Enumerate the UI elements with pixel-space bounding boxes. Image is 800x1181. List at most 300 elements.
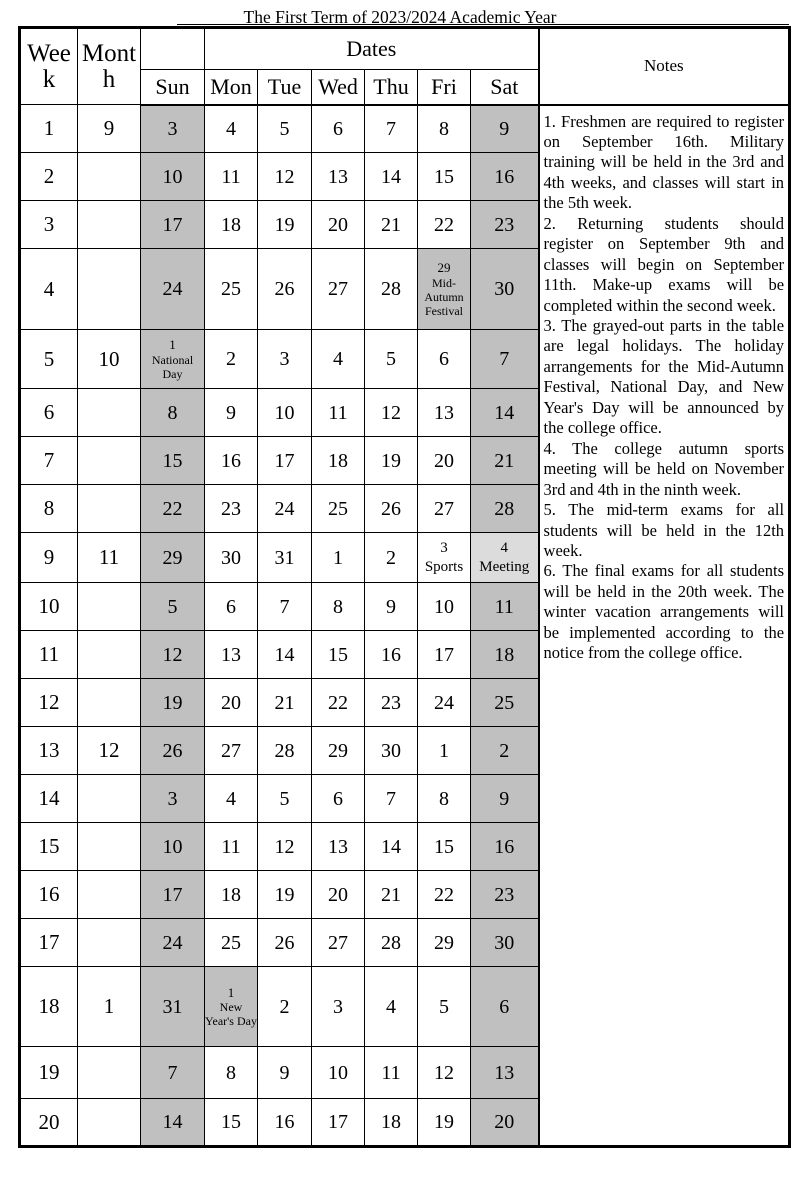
date-number: 29	[437, 259, 451, 275]
date-cell	[365, 485, 418, 533]
date-cell	[471, 823, 539, 871]
date-cell	[418, 533, 471, 583]
day-header-sat: Sat	[471, 70, 539, 105]
week-number-cell: 6	[20, 389, 78, 437]
month-number-cell: 10	[78, 330, 141, 389]
date-number: 16	[274, 1111, 295, 1133]
month-number-cell	[78, 153, 141, 201]
month-number-cell	[78, 437, 141, 485]
date-cell	[365, 249, 418, 330]
week-number-cell: 17	[20, 919, 78, 967]
date-number: 10	[274, 401, 295, 424]
date-number: 12	[381, 401, 401, 424]
date-number: 10	[434, 595, 454, 618]
date-number: 23	[494, 213, 515, 236]
date-cell	[258, 153, 312, 201]
date-number: 18	[381, 1111, 401, 1133]
date-number: 4	[333, 348, 343, 370]
date-number: 14	[274, 643, 295, 666]
date-cell	[471, 330, 539, 389]
date-cell	[258, 1047, 312, 1099]
date-number: 11	[221, 165, 241, 188]
month-number-cell	[78, 485, 141, 533]
date-number: 11	[328, 401, 348, 424]
month-number-cell	[78, 249, 141, 330]
date-cell	[258, 105, 312, 153]
dates-header: Dates	[205, 28, 539, 70]
day-header-sun: Sun	[141, 70, 205, 105]
month-number-cell	[78, 631, 141, 679]
date-number: 5	[439, 995, 449, 1018]
week-number-cell: 8	[20, 485, 78, 533]
date-cell	[365, 727, 418, 775]
date-cell	[205, 775, 258, 823]
date-number: 9	[499, 787, 510, 810]
date-cell	[471, 533, 539, 583]
page-title: The First Term of 2023/2024 Academic Year	[243, 7, 557, 27]
date-number: 13	[328, 165, 348, 188]
date-number: 21	[494, 449, 515, 472]
date-cell	[471, 679, 539, 727]
date-number: 6	[333, 117, 343, 140]
date-cell	[471, 389, 539, 437]
week-number-cell: 11	[20, 631, 78, 679]
date-cell	[365, 1047, 418, 1099]
date-number: 11	[381, 1061, 401, 1084]
month-number-cell	[78, 775, 141, 823]
week-number-cell: 16	[20, 871, 78, 919]
date-cell	[418, 967, 471, 1047]
date-number: 20	[494, 1111, 515, 1133]
date-number: 16	[494, 165, 515, 188]
date-number: 4	[386, 995, 396, 1018]
date-cell	[205, 631, 258, 679]
date-cell	[418, 775, 471, 823]
month-number-cell	[78, 1099, 141, 1147]
day-header-mon: Mon	[205, 70, 258, 105]
date-number: 1	[333, 546, 343, 569]
holiday-label: Meeting	[479, 558, 530, 575]
note-item: 5. The mid-term exams for all students will be held in the 12th week.	[543, 500, 785, 561]
date-cell	[141, 1099, 205, 1147]
month-number-cell	[78, 1047, 141, 1099]
header-row-1	[20, 28, 790, 70]
date-number: 11	[494, 595, 514, 618]
date-cell	[418, 389, 471, 437]
date-cell	[418, 437, 471, 485]
date-number: 21	[274, 691, 295, 714]
date-cell	[365, 775, 418, 823]
date-number: 10	[328, 1061, 348, 1084]
week-row	[20, 105, 790, 153]
date-cell	[365, 967, 418, 1047]
date-cell	[258, 679, 312, 727]
month-number-cell: 9	[78, 105, 141, 153]
date-number: 7	[386, 117, 396, 140]
date-cell	[312, 201, 365, 249]
date-cell	[141, 871, 205, 919]
date-cell	[312, 775, 365, 823]
date-cell	[418, 201, 471, 249]
note-item: 3. The grayed-out parts in the table are legal holidays. The holiday arrangements for the Mid-Autumn Festival, National Day, and New Year's Day will be announced by the college office.	[543, 316, 785, 438]
date-cell	[312, 249, 365, 330]
date-number: 18	[221, 213, 241, 236]
date-number: 29	[328, 739, 348, 762]
corner-empty-cell	[141, 28, 205, 70]
date-number: 28	[381, 931, 401, 954]
date-number: 5	[279, 117, 290, 140]
date-cell	[205, 871, 258, 919]
date-cell	[258, 775, 312, 823]
date-number: 25	[328, 497, 348, 520]
date-number: 20	[328, 213, 348, 236]
week-number-cell: 18	[20, 967, 78, 1047]
date-cell	[141, 485, 205, 533]
date-cell	[312, 105, 365, 153]
calendar-body	[20, 105, 790, 1147]
date-number: 30	[221, 546, 241, 569]
date-cell	[258, 249, 312, 330]
date-cell	[258, 823, 312, 871]
date-number: 12	[274, 835, 295, 858]
date-number: 26	[274, 931, 295, 954]
date-number: 31	[162, 995, 183, 1018]
date-number: 27	[434, 497, 454, 520]
date-number: 30	[494, 278, 515, 300]
date-cell	[418, 919, 471, 967]
date-cell	[258, 437, 312, 485]
date-cell	[205, 485, 258, 533]
date-number: 20	[434, 449, 454, 472]
date-number: 17	[434, 643, 454, 666]
date-cell	[141, 201, 205, 249]
week-number-cell: 13	[20, 727, 78, 775]
date-number: 18	[221, 883, 241, 906]
date-number: 21	[381, 883, 401, 906]
month-column-header	[78, 28, 141, 105]
week-header-line2: k	[42, 65, 56, 93]
date-number: 9	[386, 595, 396, 618]
date-cell	[141, 919, 205, 967]
date-cell	[471, 919, 539, 967]
date-cell	[258, 727, 312, 775]
date-cell	[141, 437, 205, 485]
week-number-cell: 1	[20, 105, 78, 153]
date-cell	[365, 919, 418, 967]
date-cell	[141, 105, 205, 153]
date-cell	[312, 727, 365, 775]
date-cell	[365, 330, 418, 389]
date-number: 7	[499, 348, 510, 370]
date-number: 17	[162, 213, 183, 236]
date-number: 16	[381, 643, 401, 666]
date-number: 6	[226, 595, 236, 618]
note-item: 6. The final exams for all students will be held in the 20th week. The winter vacation arrangements will be implemented according to the notice from the college office.	[543, 561, 785, 663]
date-cell	[418, 871, 471, 919]
day-header-tue: Tue	[258, 70, 312, 105]
date-cell	[365, 437, 418, 485]
date-number: 8	[167, 401, 178, 424]
date-cell	[418, 485, 471, 533]
date-number: 12	[162, 643, 183, 666]
date-cell	[312, 679, 365, 727]
date-cell	[312, 330, 365, 389]
date-cell	[471, 631, 539, 679]
date-cell	[418, 249, 471, 330]
date-cell	[205, 1047, 258, 1099]
date-number: 10	[162, 165, 183, 188]
date-cell	[205, 330, 258, 389]
date-number: 22	[162, 497, 183, 520]
date-cell	[365, 871, 418, 919]
date-cell	[205, 967, 258, 1047]
week-number-cell: 3	[20, 201, 78, 249]
week-number-cell: 15	[20, 823, 78, 871]
date-number: 9	[279, 1061, 290, 1084]
date-number: 14	[381, 835, 401, 858]
date-cell	[205, 679, 258, 727]
week-number-cell: 4	[20, 249, 78, 330]
date-number: 12	[434, 1061, 454, 1084]
month-header-line2: h	[102, 65, 116, 93]
date-number: 8	[333, 595, 343, 618]
date-number: 23	[494, 883, 515, 906]
date-number: 20	[328, 883, 348, 906]
date-number: 26	[381, 497, 401, 520]
week-number-cell: 10	[20, 583, 78, 631]
date-cell	[365, 583, 418, 631]
date-cell	[365, 631, 418, 679]
date-cell	[312, 389, 365, 437]
date-number: 20	[221, 691, 241, 714]
date-number: 7	[386, 787, 396, 810]
date-cell	[312, 871, 365, 919]
date-number: 15	[221, 1111, 241, 1133]
month-number-cell	[78, 919, 141, 967]
date-number: 26	[274, 278, 295, 300]
date-number: 13	[434, 401, 454, 424]
academic-calendar-table	[18, 26, 791, 1148]
date-number: 19	[381, 449, 401, 472]
date-cell	[312, 1099, 365, 1147]
date-number: 6	[333, 787, 343, 810]
date-number: 15	[434, 165, 454, 188]
date-cell	[312, 485, 365, 533]
date-number: 16	[494, 835, 515, 858]
date-cell	[205, 583, 258, 631]
date-cell	[258, 201, 312, 249]
date-cell	[205, 1099, 258, 1147]
date-number: 7	[167, 1061, 178, 1084]
date-number: 1	[227, 984, 235, 1000]
date-number: 25	[221, 931, 241, 954]
month-number-cell	[78, 583, 141, 631]
date-number: 28	[274, 739, 295, 762]
week-number-cell: 20	[20, 1099, 78, 1147]
date-cell	[205, 919, 258, 967]
month-header-line1: Mont	[81, 40, 137, 67]
date-number: 13	[328, 835, 348, 858]
day-header-thu: Thu	[365, 70, 418, 105]
date-cell	[471, 967, 539, 1047]
date-number: 22	[434, 213, 454, 236]
holiday-label: National Day	[151, 352, 194, 381]
date-number: 19	[274, 883, 295, 906]
title-row	[0, 0, 800, 26]
week-header-line1: Wee	[27, 40, 71, 67]
date-cell	[141, 775, 205, 823]
date-number: 6	[439, 348, 449, 370]
date-number: 1	[439, 739, 449, 762]
month-number-cell	[78, 823, 141, 871]
date-number: 13	[221, 643, 241, 666]
date-number: 24	[162, 278, 183, 300]
date-cell	[418, 631, 471, 679]
date-number: 3	[333, 995, 343, 1018]
date-cell	[418, 679, 471, 727]
month-number-cell: 11	[78, 533, 141, 583]
date-number: 23	[381, 691, 401, 714]
date-number: 24	[434, 691, 454, 714]
date-number: 16	[221, 449, 241, 472]
date-number: 17	[162, 883, 183, 906]
date-cell	[205, 105, 258, 153]
date-cell	[141, 389, 205, 437]
date-cell	[258, 533, 312, 583]
date-number: 15	[328, 643, 348, 666]
date-cell	[312, 533, 365, 583]
date-cell	[418, 727, 471, 775]
date-number: 14	[162, 1111, 183, 1133]
date-number: 25	[494, 691, 515, 714]
date-number: 24	[274, 497, 295, 520]
date-number: 4	[226, 117, 236, 140]
date-cell	[471, 249, 539, 330]
month-number-cell	[78, 679, 141, 727]
date-number: 29	[434, 931, 454, 954]
date-number: 2	[226, 348, 236, 370]
date-cell	[141, 631, 205, 679]
date-cell	[141, 823, 205, 871]
date-number: 23	[221, 497, 241, 520]
date-cell	[141, 1047, 205, 1099]
date-cell	[418, 105, 471, 153]
date-cell	[418, 153, 471, 201]
date-cell	[471, 583, 539, 631]
date-number: 13	[494, 1061, 515, 1084]
note-item: 2. Returning students should register on September 9th and classes will begin on September 11th. Make-up exams will be completed within the second week.	[543, 213, 785, 315]
week-number-cell: 19	[20, 1047, 78, 1099]
notes-panel	[539, 105, 790, 1147]
date-cell	[258, 485, 312, 533]
date-cell	[258, 631, 312, 679]
date-cell	[471, 201, 539, 249]
holiday-label: Mid-Autumn Festival	[424, 275, 464, 318]
date-number: 30	[494, 931, 515, 954]
date-cell	[258, 583, 312, 631]
week-number-cell: 5	[20, 330, 78, 389]
note-item: 4. The college autumn sports meeting will be held on November 3rd and 4th in the ninth week.	[543, 438, 785, 499]
date-number: 8	[439, 117, 449, 140]
date-number: 1	[169, 337, 176, 353]
date-number: 18	[494, 643, 515, 666]
date-number: 27	[328, 278, 348, 300]
date-cell	[258, 1099, 312, 1147]
notes-header: Notes	[539, 28, 790, 105]
date-cell	[312, 153, 365, 201]
date-number: 27	[328, 931, 348, 954]
date-number: 19	[434, 1111, 454, 1133]
date-cell	[471, 485, 539, 533]
date-cell	[205, 437, 258, 485]
date-number: 14	[381, 165, 401, 188]
date-number: 4	[226, 787, 236, 810]
week-number-cell: 7	[20, 437, 78, 485]
date-number: 25	[221, 278, 241, 300]
week-number-cell: 9	[20, 533, 78, 583]
holiday-label: New Year's Day	[205, 1000, 257, 1029]
date-number: 7	[279, 595, 290, 618]
date-cell	[258, 389, 312, 437]
date-cell	[141, 727, 205, 775]
date-number: 27	[221, 739, 241, 762]
date-cell	[418, 1047, 471, 1099]
date-cell	[471, 775, 539, 823]
date-cell	[471, 437, 539, 485]
date-cell	[365, 533, 418, 583]
date-number: 22	[434, 883, 454, 906]
month-number-cell: 1	[78, 967, 141, 1047]
date-number: 29	[162, 546, 183, 569]
date-cell	[312, 823, 365, 871]
date-number: 3	[167, 117, 178, 140]
date-cell	[141, 533, 205, 583]
month-number-cell	[78, 389, 141, 437]
date-number: 8	[439, 787, 449, 810]
date-number: 5	[386, 348, 396, 370]
week-number-cell: 12	[20, 679, 78, 727]
date-number: 30	[381, 739, 401, 762]
date-cell	[205, 201, 258, 249]
date-number: 8	[226, 1061, 236, 1084]
date-cell	[418, 583, 471, 631]
date-cell	[141, 679, 205, 727]
date-number: 6	[499, 995, 510, 1018]
date-cell	[365, 389, 418, 437]
week-number-cell: 14	[20, 775, 78, 823]
date-cell	[141, 153, 205, 201]
date-number: 15	[434, 835, 454, 858]
day-header-fri: Fri	[418, 70, 471, 105]
date-number: 3	[279, 348, 290, 370]
date-number: 17	[328, 1111, 348, 1133]
date-number: 14	[494, 401, 515, 424]
date-cell	[365, 1099, 418, 1147]
date-cell	[365, 823, 418, 871]
date-cell	[471, 1047, 539, 1099]
date-cell	[471, 871, 539, 919]
title-underline	[177, 24, 789, 25]
date-number: 5	[279, 787, 290, 810]
date-cell	[141, 330, 205, 389]
date-cell	[205, 823, 258, 871]
date-number: 28	[494, 497, 515, 520]
date-number: 18	[328, 449, 348, 472]
date-cell	[205, 533, 258, 583]
date-number: 26	[162, 739, 183, 762]
week-column-header	[20, 28, 78, 105]
week-number-cell: 2	[20, 153, 78, 201]
